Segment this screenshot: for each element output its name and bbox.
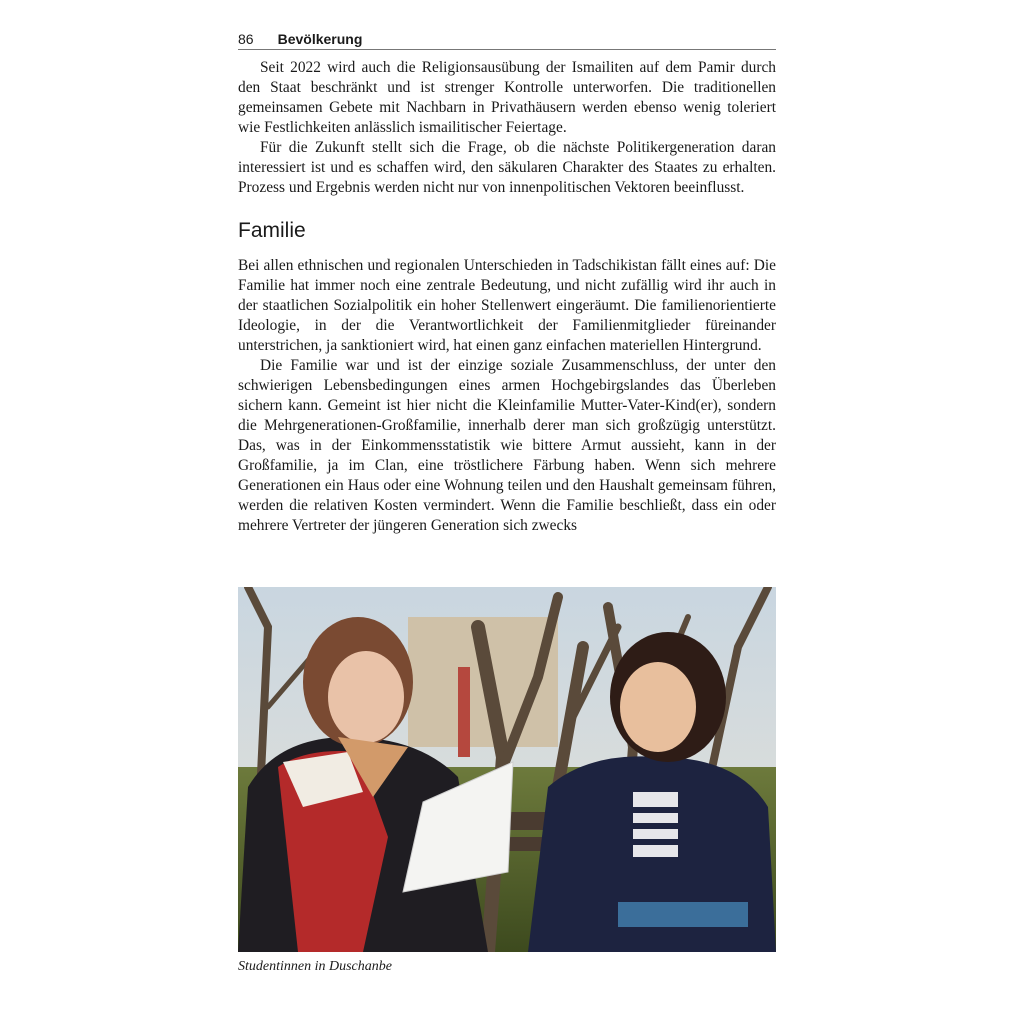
figure-caption: Studentinnen in Duschanbe — [238, 959, 392, 974]
building-column — [458, 667, 470, 757]
photo-figure — [238, 587, 776, 952]
body-text — [238, 58, 776, 536]
chapter-title: Bevölkerung — [277, 31, 363, 47]
photo-students — [238, 587, 776, 952]
section-heading: Familie — [238, 219, 306, 242]
running-header — [238, 30, 776, 50]
paragraph: Bei allen ethnischen und regionalen Unterschieden in Tadschikistan fällt eines auf: Die Familie hat immer noch eine zentrale Bedeutung, und nicht zufällig wird ihr auch in der staatlichen Sozialpolitik ein hoher Stellenwert eingeräumt. Die familienorientierte Ideologie, in der die Verantwortlichkeit der Familienmitglieder füreinander unterstrichen, ja sanktioniert wird, hat einen ganz einfachen materiellen Hintergrund. — [238, 257, 776, 354]
paragraph: Die Familie war und ist der einzige soziale Zusammenschluss, der unter den schwierigen Lebensbedingungen eines armen Hochgebirgslandes das Überleben sichern kann. Gemeint ist hier nicht die Kleinfamilie Mutter-Vater-Kind(er), sondern die Mehrgenerationen-Großfamilie, innerhalb derer man sich großzügig unterstützt. Das, was in der Einkommensstatistik wie bittere Armut aussieht, kann in der Großfamilie, ja im Clan, eine tröstlichere Färbung haben. Wenn sich mehrere Generationen ein Haus oder eine Wohnung teilen und den Haushalt gemeinsam führen, werden die relativen Kosten vermindert. Wenn die Familie beschließt, dass ein oder mehrere Vertreter der jüngeren Generation sich zwecks — [238, 357, 776, 534]
page-text-block — [238, 30, 776, 536]
page-number: 86 — [238, 31, 254, 47]
paragraph: Für die Zukunft stellt sich die Frage, ob die nächste Politikergeneration daran interessiert ist und es schaffen wird, den säkularen Charakter des Staates zu erhalten. Prozess und Ergebnis werden nicht nur von innenpolitischen Vektoren beeinflusst. — [238, 139, 776, 196]
paragraph: Seit 2022 wird auch die Religionsausübung der Ismailiten auf dem Pamir durch den Staat beschränkt und ist strenger Kontrolle unterworfen. Die traditionellen gemeinsamen Gebete mit Nachbarn in Privathäusern werden ebenso wenig toleriert wie Festlichkeiten anlässlich ismailitischer Feiertage. — [238, 59, 776, 136]
